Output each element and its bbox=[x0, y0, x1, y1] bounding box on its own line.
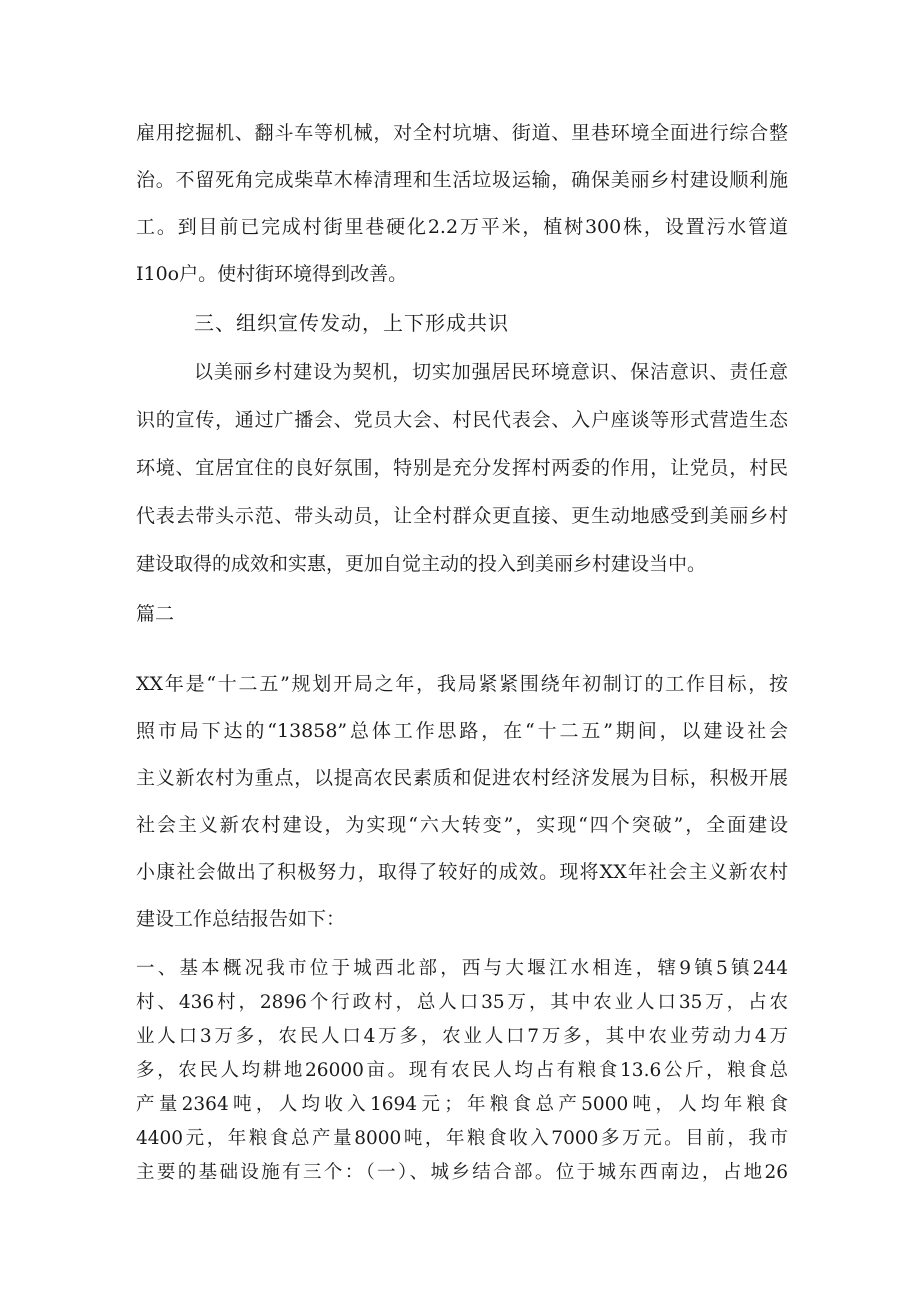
paragraph-line: 业人口3万多，农民人口4万多，农业人口7万多，其中农业劳动力4万 bbox=[136, 1026, 788, 1047]
paragraph-line: I10o户。使村街环境得到改善。 bbox=[136, 263, 408, 285]
paragraph-line: 雇用挖掘机、翻斗车等机械，对全村坑塘、街道、里巷环境全面进行综合整 bbox=[136, 122, 788, 144]
section-heading: 三、组织宣传发动，上下形成共识 bbox=[194, 311, 509, 335]
paragraph-line: 治。不留死角完成柴草木棒清理和生活垃圾运输，确保美丽乡村建设顺利施 bbox=[136, 169, 788, 191]
paragraph-line: 4400元，年粮食总产量8000吨，年粮食收入7000多万元。目前，我市 bbox=[136, 1128, 788, 1149]
paragraph-line: 工。到目前已完成村街里巷硬化2.2万平米，植树300株，设置污水管道 bbox=[136, 216, 788, 238]
paragraph-line: 主要的基础设施有三个：（一）、城乡结合部。位于城东西南边，占地26 bbox=[136, 1162, 788, 1183]
paragraph-line: 村、436村，2896个行政村，总人口35万，其中农业人口35万，占农 bbox=[136, 992, 788, 1013]
paragraph-line: 代表去带头示范、带头动员，让全村群众更直接、更生动地感受到美丽乡村 bbox=[136, 505, 788, 527]
paragraph-line: 一、基本概况我市位于城西北部，西与大堰江水相连，辖9镇5镇244 bbox=[136, 958, 788, 979]
paragraph-line: 社会主义新农村建设，为实现“六大转变”，实现“四个突破”，全面建设 bbox=[136, 814, 788, 836]
paragraph-line: 多，农民人均耕地26000亩。现有农民人均占有粮食13.6公斤，粮食总 bbox=[136, 1060, 788, 1081]
paragraph-line: 产量2364吨，人均收入1694元；年粮食总产5000吨，人均年粮食 bbox=[136, 1094, 788, 1115]
paragraph-line: 以美丽乡村建设为契机，切实加强居民环境意识、保洁意识、责任意 bbox=[194, 361, 788, 383]
paragraph-line: 识的宣传，通过广播会、党员大会、村民代表会、入户座谈等形式营造生态 bbox=[136, 409, 788, 431]
paragraph-line: 建设取得的成效和实惠，更加自觉主动的投入到美丽乡村建设当中。 bbox=[136, 553, 707, 575]
paragraph-line: 环境、宜居宜住的良好氛围，特别是充分发挥村两委的作用，让党员，村民 bbox=[136, 457, 788, 479]
paragraph-line: 照市局下达的“13858”总体工作思路，在“十二五”期间，以建设社会 bbox=[136, 720, 788, 742]
paragraph-line: XX年是“十二五”规划开局之年，我局紧紧围绕年初制订的工作目标，按 bbox=[136, 673, 788, 695]
paragraph-line: 主义新农村为重点，以提高农民素质和促进农村经济发展为目标，积极开展 bbox=[136, 767, 788, 789]
paragraph-line: 建设工作总结报告如下： bbox=[136, 908, 346, 930]
paragraph-line: 小康社会做出了积极努力，取得了较好的成效。现将XX年社会主义新农村 bbox=[136, 861, 788, 883]
part-label: 篇二 bbox=[136, 603, 175, 625]
